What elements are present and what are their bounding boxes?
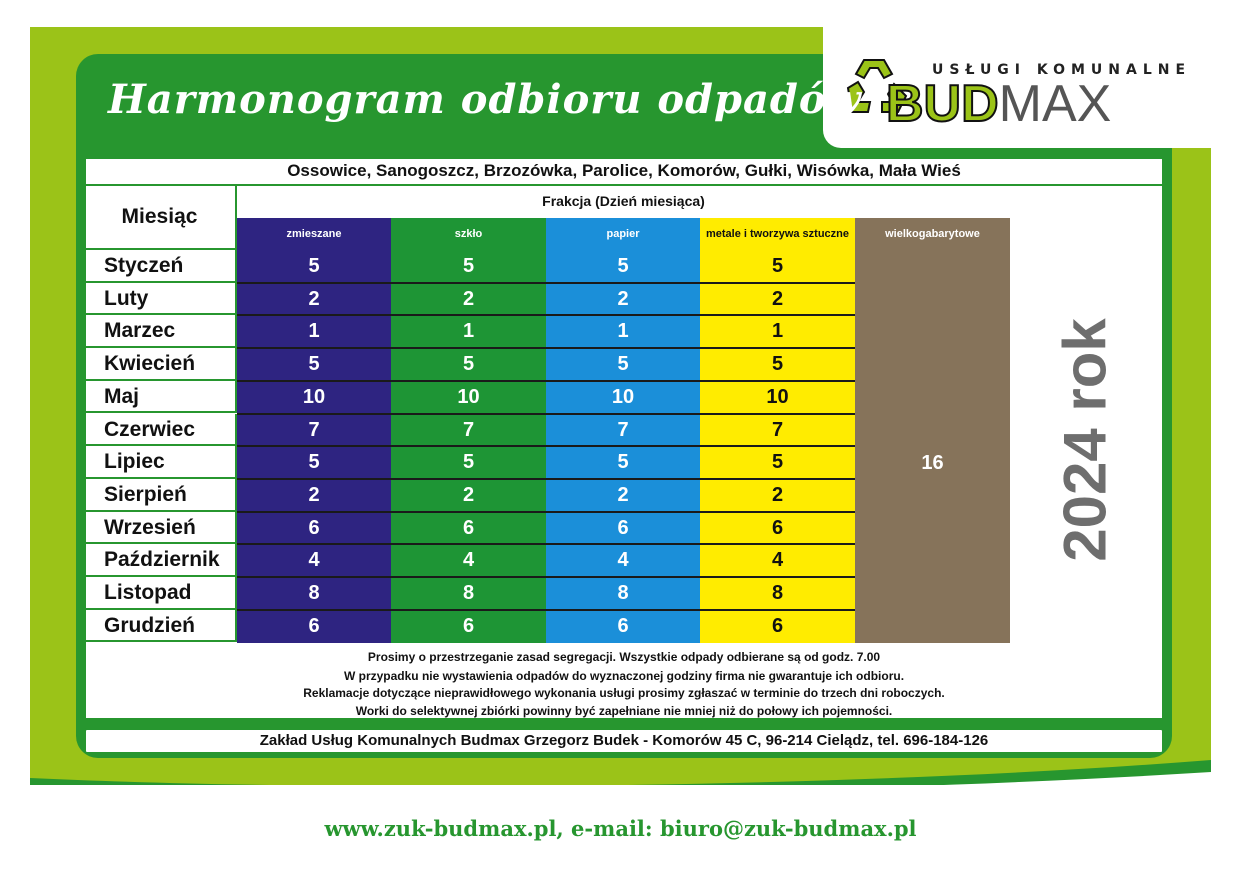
logo-tagline: USŁUGI KOMUNALNE [932, 62, 1192, 78]
schedule-cell: 6 [617, 614, 629, 637]
year-label: 2024 rok [1051, 318, 1119, 562]
month-label: Listopad [84, 577, 237, 610]
schedule-cell: 6 [617, 516, 629, 539]
month-label: Marzec [84, 315, 237, 348]
month-label: Maj [84, 381, 237, 414]
schedule-cell: 1 [308, 320, 320, 343]
note-line: Worki do selektywnej zbiórki powinny być zapełniane nie mniej niż do połowy ich pojemności. [355, 704, 893, 718]
schedule-cell: 6 [771, 516, 784, 539]
schedule-cell: 5 [462, 451, 475, 474]
contact-info: www.zuk-budmax.pl, e-mail: biuro@zuk-budmax.pl [324, 816, 917, 841]
schedule-cell: 2 [462, 287, 475, 310]
month-label: Styczeń [84, 250, 237, 283]
schedule-cell: 6 [462, 614, 475, 637]
schedule-cell: 6 [771, 614, 784, 637]
schedule-cell: 1 [771, 320, 784, 343]
schedule-cell: 7 [462, 418, 475, 441]
schedule-cell: 10 [611, 385, 635, 408]
fraction-header: Frakcja (Dzień miesiąca) [542, 193, 705, 209]
schedule-cell: 4 [308, 549, 320, 572]
schedule-cell: 4 [462, 549, 475, 572]
schedule-cell: 2 [617, 483, 629, 506]
category-header: wielkogabarytowe [855, 218, 1010, 250]
note-line: W przypadku nie wystawienia odpadów do wyznaczonej godziny firma nie gwarantuje ich odbioru. [343, 669, 905, 683]
schedule-cell: 5 [617, 353, 629, 376]
category-header: metale i tworzywa sztuczne [700, 218, 855, 250]
month-label: Sierpień [84, 479, 237, 512]
month-label: Luty [84, 283, 237, 316]
schedule-cell: 8 [462, 582, 475, 604]
schedule-cell: 10 [302, 385, 326, 408]
logo-name-part1: BUD [886, 75, 999, 133]
month-label: Kwiecień [84, 348, 237, 381]
places-list: Ossowice, Sanogoszcz, Brzozówka, Parolice, Komorów, Gułki, Wisówka, Mała Wieś [84, 157, 1164, 186]
schedule-cell: 7 [771, 418, 784, 441]
schedule-cell: 8 [308, 582, 320, 604]
schedule-cell: 2 [462, 483, 475, 506]
schedule-cell: 8 [617, 582, 629, 604]
schedule-cell: 7 [617, 418, 629, 441]
schedule-cell: 2 [771, 483, 784, 506]
page-title: Harmonogram odbioru odpadów [108, 76, 862, 123]
category-header: szkło [391, 218, 546, 250]
schedule-cell: 5 [308, 451, 320, 474]
schedule-cell: 10 [457, 385, 480, 408]
schedule-cell: 2 [771, 287, 784, 310]
schedule-cell: 5 [771, 255, 784, 277]
schedule-cell: 1 [462, 320, 475, 343]
schedule-cell: 6 [308, 614, 320, 637]
schedule-cell: 2 [617, 287, 629, 310]
schedule-cell: 5 [462, 255, 475, 277]
schedule-cell: 10 [766, 385, 789, 408]
schedule-cell: 5 [308, 353, 320, 376]
schedule-cell: 5 [617, 451, 629, 474]
schedule-cell: 8 [771, 582, 784, 604]
month-label: Wrzesień [84, 512, 237, 545]
month-label: Lipiec [84, 446, 237, 479]
schedule-cell: 5 [771, 353, 784, 376]
month-label: Czerwiec [84, 414, 237, 447]
category-header: papier [546, 218, 700, 250]
schedule-cell: 5 [462, 353, 475, 376]
schedule-cell: 5 [308, 255, 320, 277]
schedule-cell: 4 [771, 549, 784, 572]
schedule-cell: 2 [308, 483, 320, 506]
schedule-cell: 2 [308, 287, 320, 310]
company-info: Zakład Usług Komunalnych Budmax Grzegorz Budek - Komorów 45 C, 96-214 Cielądz, tel. 696-184-126 [84, 728, 1164, 754]
category-header: zmieszane [237, 218, 391, 250]
bulky-waste-date: 16 [855, 250, 1010, 643]
schedule-cell: 5 [771, 451, 784, 474]
schedule-cell: 6 [462, 516, 475, 539]
month-label: Październik [84, 544, 237, 577]
logo-name-part2: MAX [998, 75, 1112, 133]
schedule-cell: 6 [308, 516, 320, 539]
schedule-cell: 5 [617, 255, 629, 277]
logo-name [886, 75, 1112, 133]
schedule-cell: 7 [308, 418, 320, 441]
note-line: Reklamacje dotyczące nieprawidłowego wykonania usługi prosimy zgłaszać w terminie do trzech dni roboczych. [303, 686, 945, 700]
month-column-header: Miesiąc [84, 186, 237, 250]
schedule-cell: 4 [617, 549, 629, 572]
month-label: Grudzień [84, 610, 237, 643]
note-line: Prosimy o przestrzeganie zasad segregacji. Wszystkie odpady odbierane są od godz. 7.00 [367, 650, 881, 664]
schedule-cell: 1 [617, 320, 629, 343]
